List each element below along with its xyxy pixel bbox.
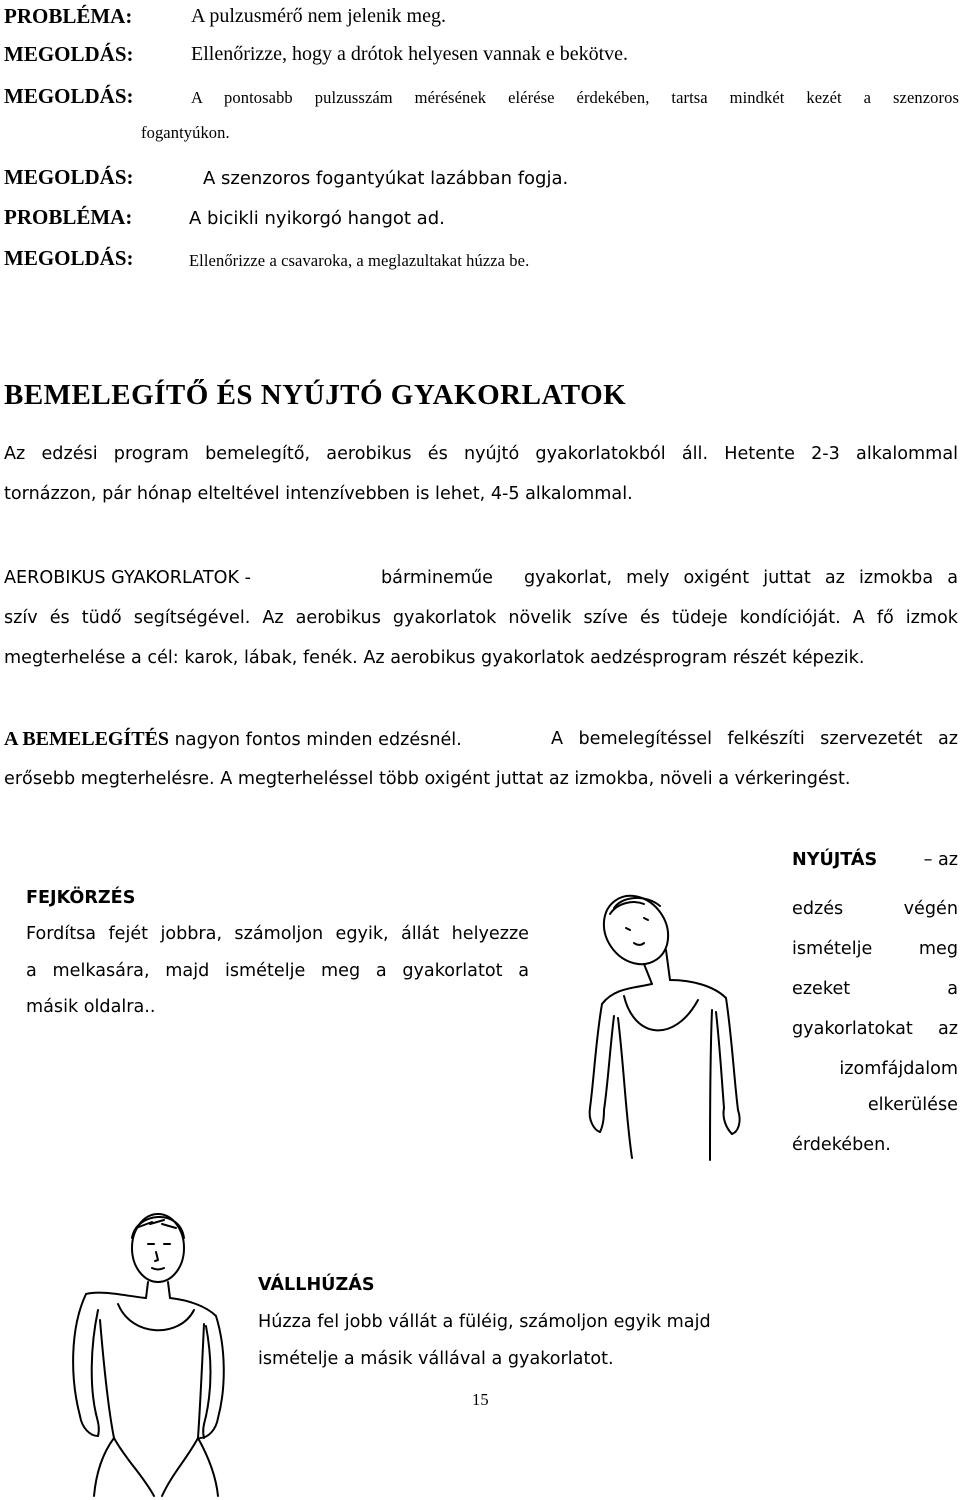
solution-label: MEGOLDÁS:: [4, 42, 134, 66]
warmup-text: A bemelegítéssel felkészíti szervezetét az: [551, 729, 958, 749]
aerobic-text: gyakorlat, mely oxigént juttat az izmokba a: [524, 568, 958, 588]
solution-label: MEGOLDÁS:: [4, 246, 134, 270]
problem-text: A pulzusmérő nem jelenik meg.: [191, 5, 446, 27]
page-number: 15: [472, 1390, 489, 1409]
solution-text-continuation: fogantyúkon.: [141, 123, 230, 142]
stretch-text: izomfájdalom: [839, 1059, 958, 1079]
stretch-text: ismételje meg: [792, 939, 958, 959]
exercise-text: Fordítsa fejét jobbra, számoljon egyik, állát helyezze: [26, 924, 529, 944]
head-tilt-figure: [574, 888, 774, 1173]
warmup-paragraph: [4, 719, 462, 760]
shoulder-lift-figure: [56, 1198, 256, 1498]
stretch-title: NYÚJTÁS: [792, 850, 878, 870]
solution-text: A pontosabb pulzusszám mérésének elérése érdekében, tartsa mindkét kezét a szenzoros: [191, 88, 959, 107]
stretch-text: edzés végén: [792, 899, 958, 919]
exercise-title: FEJKÖRZÉS: [26, 888, 136, 908]
solution-text: Ellenőrizze, hogy a drótok helyesen vannak e bekötve.: [191, 43, 629, 65]
exercise-text: másik oldalra..: [26, 997, 156, 1017]
stretch-text: érdekében.: [792, 1135, 891, 1155]
warmup-label: A BEMELEGÍTÉS: [4, 728, 170, 750]
stretch-text: ezeket a: [792, 979, 958, 999]
solution-text: A szenzoros fogantyúkat lazábban fogja.: [203, 168, 569, 189]
problem-label: PROBLÉMA:: [4, 205, 133, 229]
solution-label: MEGOLDÁS:: [4, 84, 134, 108]
aerobic-text: megterhelése a cél: karok, lábak, fenék. Az aerobikus gyakorlatok aedzésprogram részét képezik.: [4, 648, 865, 668]
aerobic-text: bármineműe: [381, 568, 493, 588]
warmup-text: erősebb megterhelésre. A megterheléssel több oxigént juttat az izmokba, növeli a vérkeringést.: [4, 769, 851, 789]
intro-line: Az edzési program bemelegítő, aerobikus és nyújtó gyakorlatokból áll. Hetente 2-3 alkalommal: [4, 444, 958, 464]
stretch-text: gyakorlatokat az: [792, 1019, 958, 1039]
problem-text: A bicikli nyikorgó hangot ad.: [189, 208, 445, 229]
exercise-title: VÁLLHÚZÁS: [258, 1275, 375, 1295]
solution-text: Ellenőrizze a csavaroka, a meglazultakat húzza be.: [189, 251, 530, 270]
intro-line: tornázzon, pár hónap elteltével intenzívebben is lehet, 4-5 alkalommal.: [4, 484, 633, 504]
problem-label: PROBLÉMA:: [4, 4, 133, 28]
solution-label: MEGOLDÁS:: [4, 165, 134, 189]
warmup-text: nagyon fontos minden edzésnél.: [174, 730, 462, 750]
exercise-text: a melkasára, majd ismételje meg a gyakorlatot a: [26, 961, 529, 981]
exercise-text: Húzza fel jobb vállát a füléig, számoljon egyik majd: [258, 1312, 711, 1332]
stretch-text: elkerülése: [867, 1095, 958, 1115]
exercise-text: ismételje a másik vállával a gyakorlatot.: [258, 1349, 614, 1369]
aerobic-label: AEROBIKUS GYAKORLATOK -: [4, 568, 251, 588]
section-heading: BEMELEGÍTŐ ÉS NYÚJTÓ GYAKORLATOK: [4, 379, 627, 411]
stretch-text: – az: [923, 850, 958, 870]
aerobic-text: szív és tüdő segítségével. Az aerobikus gyakorlatok növelik szíve és tüdeje kondícióját. A fő izmok: [4, 608, 958, 628]
